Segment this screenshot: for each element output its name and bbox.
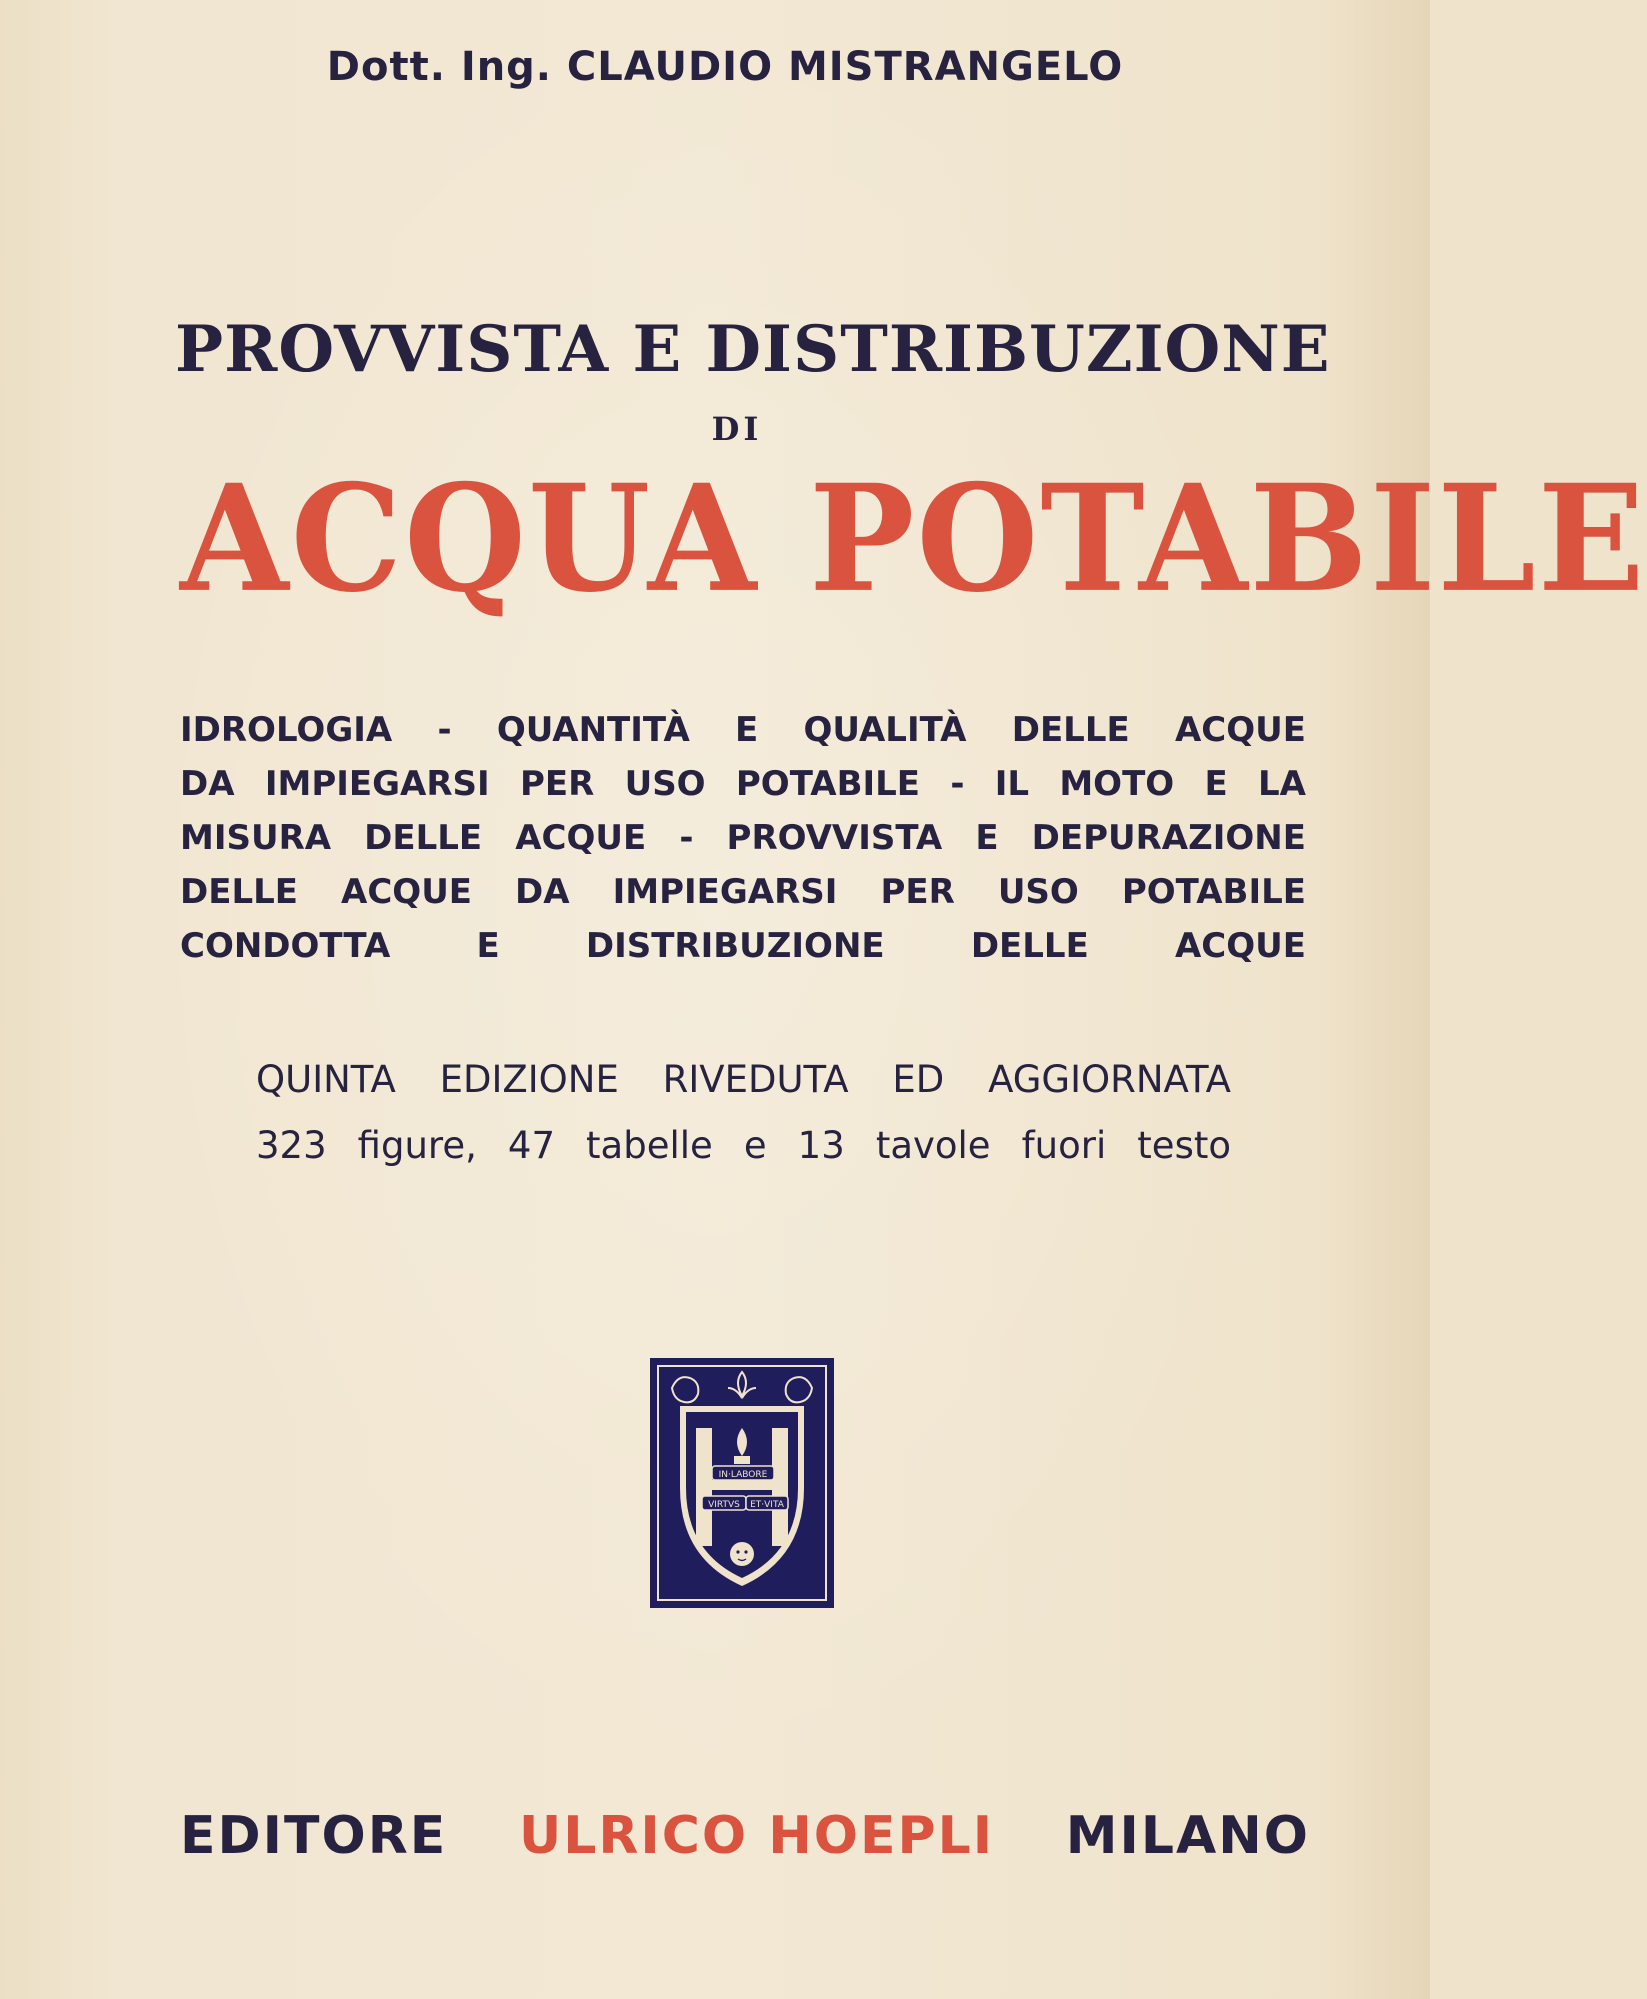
subtitle-line-4: DELLE ACQUE DA IMPIEGARSI PER USO POTABILE [180,872,1306,912]
publisher-city: MILANO [1065,1806,1310,1866]
emblem-motto-2: VIRTVS [708,1500,740,1510]
subtitle-line-5: CONDOTTA E DISTRIBUZIONE DELLE ACQUE [180,926,1306,966]
publisher-line [180,1806,1310,1866]
edition-line: QUINTA EDIZIONE RIVEDUTA ED AGGIORNATA [256,1058,1231,1101]
emblem-motto-3: ET·VITA [750,1500,784,1510]
emblem-motto-1: IN·LABORE [718,1470,768,1480]
title-line-1: PROVVISTA E DISTRIBUZIONE [175,312,1331,387]
figures-line: 323 figure, 47 tabelle e 13 tavole fuori testo [256,1124,1231,1167]
author-name: Dott. Ing. CLAUDIO MISTRANGELO [326,44,1124,90]
publisher-emblem-icon [650,1358,834,1608]
publisher-name: ULRICO HOEPLI [519,1806,995,1866]
main-title: ACQUA POTABILE [180,453,1647,626]
subtitle-line-1: IDROLOGIA - QUANTITÀ E QUALITÀ DELLE ACQUE [180,710,1306,750]
subtitle-line-2: DA IMPIEGARSI PER USO POTABILE - IL MOTO E LA [180,764,1306,804]
publisher-editore: EDITORE [180,1806,448,1866]
subtitle-line-3: MISURA DELLE ACQUE - PROVVISTA E DEPURAZIONE [180,818,1306,858]
title-di: DI [711,410,763,448]
